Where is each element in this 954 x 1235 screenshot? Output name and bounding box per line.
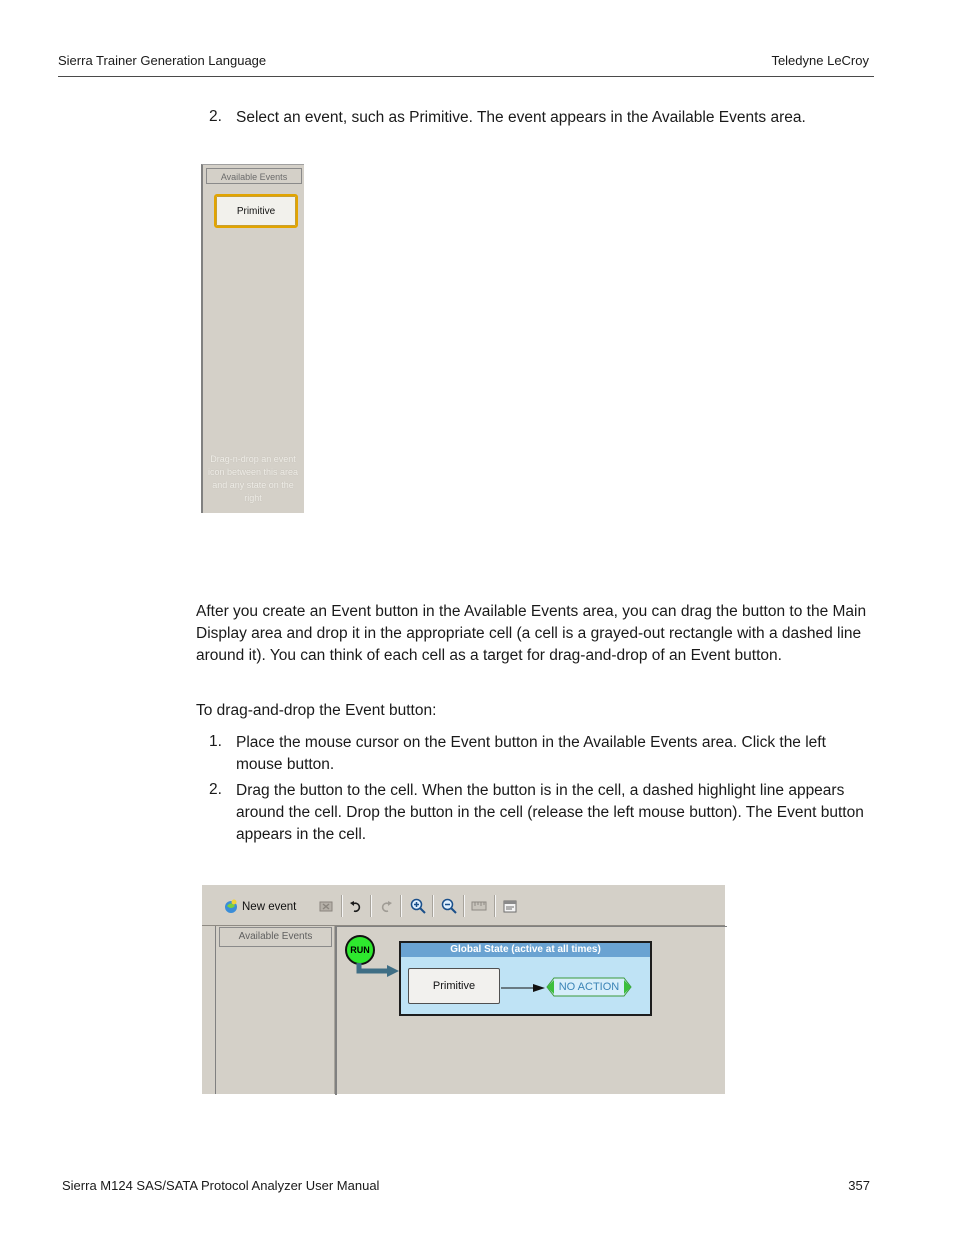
global-state-box[interactable] [399, 941, 652, 1016]
toolbar-separator [463, 895, 464, 917]
run-indicator: RUN [345, 935, 375, 965]
undo-icon[interactable] [347, 897, 365, 915]
new-event-icon [222, 897, 240, 915]
ruler-icon[interactable] [470, 897, 488, 915]
delete-icon[interactable] [317, 897, 335, 915]
available-events-panel-figure [201, 164, 304, 513]
toolbar-separator [341, 895, 342, 917]
running-header-right: Teledyne LeCroy [771, 53, 869, 68]
running-header-left: Sierra Trainer Generation Language [58, 53, 267, 68]
available-events-pane [215, 926, 336, 1094]
list-item-text: Drag the button to the cell. When the button is in the cell, a dashed highlight line appears around the cell. Drop the button in the cell (release the left mouse button). The Event button appears in the cell. [236, 782, 864, 843]
toolbar-separator [400, 895, 401, 917]
list-item-text: Place the mouse cursor on the Event button in the Available Events area. Click the left mouse button. [236, 734, 826, 773]
global-state-title: Global State (active at all times) [401, 943, 650, 957]
page-number: 357 [848, 1178, 870, 1193]
intro-sentence: To drag-and-drop the Event button: [196, 702, 437, 719]
running-footer-title: Sierra M124 SAS/SATA Protocol Analyzer User Manual [62, 1178, 380, 1193]
trainer-editor-figure [202, 885, 725, 1094]
no-action-label: NO ACTION [558, 981, 620, 993]
properties-icon[interactable] [501, 897, 519, 915]
drag-drop-hint: Drag-n-drop an event icon between this area and any state on the right [207, 454, 299, 503]
available-events-title: Available Events [219, 927, 332, 947]
redo-icon[interactable] [377, 897, 395, 915]
new-event-label: New event [242, 901, 297, 913]
zoom-in-icon[interactable] [409, 897, 427, 915]
available-events-title: Available Events [206, 168, 302, 184]
zoom-out-icon[interactable] [440, 897, 458, 915]
toolbar-separator [432, 895, 433, 917]
primitive-event-button[interactable]: Primitive [408, 968, 500, 1004]
new-event-button[interactable] [242, 897, 296, 917]
toolbar-separator [370, 895, 371, 917]
list-item-number: 1. [209, 733, 222, 750]
run-connector-arrow [355, 963, 403, 979]
list-item-number: 2. [209, 781, 222, 798]
step-text: Select an event, such as Primitive. The event appears in the Available Events area. [236, 109, 806, 126]
no-action-node[interactable] [546, 977, 632, 997]
transition-arrow [501, 983, 547, 993]
step-number: 2. [209, 108, 222, 125]
primitive-event-button[interactable]: Primitive [214, 194, 298, 228]
header-rule [58, 76, 874, 77]
main-display-area [335, 926, 727, 1095]
body-paragraph: After you create an Event button in the Available Events area, you can drag the button to the Main Display area and drop it in the appropriate cell (a cell is a grayed-out rectangle with a dashed line around it). You can think of each cell as a target for drag-and-drop of an Event button. [196, 603, 867, 664]
toolbar-separator [494, 895, 495, 917]
